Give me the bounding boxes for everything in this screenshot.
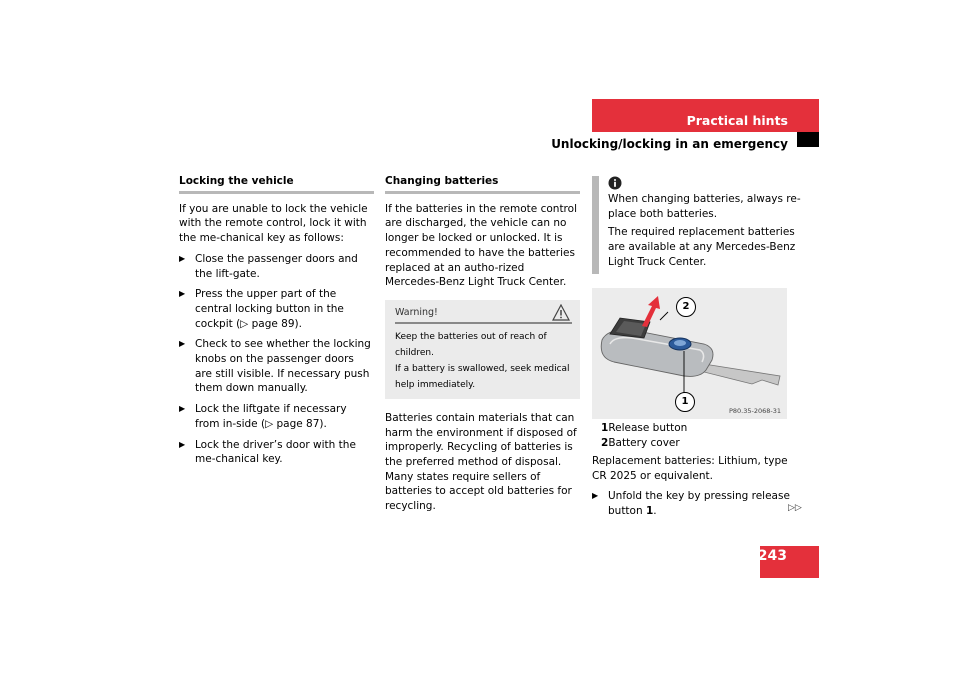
warning-triangle-icon bbox=[552, 304, 570, 321]
section-heading-batteries: Changing batteries bbox=[385, 174, 580, 194]
bullet-arrow-icon: ▶ bbox=[592, 491, 599, 501]
figure-code: P80.35-2068-31 bbox=[728, 407, 781, 415]
warning-line: If a battery is swallowed, seek medical help immediately. bbox=[395, 363, 570, 390]
callout-2: 2 bbox=[676, 297, 696, 317]
column-locking bbox=[179, 174, 374, 467]
bullet-arrow-icon: ▶ bbox=[179, 339, 186, 349]
header-subsection-title: Unlocking/locking in an emergency bbox=[551, 137, 788, 151]
figure-caption bbox=[601, 421, 687, 450]
intro-paragraph: If you are unable to lock the vehicle with the remote control, lock it with the me-chanical key as follows: bbox=[179, 202, 368, 245]
bullet-arrow-icon: ▶ bbox=[179, 253, 186, 263]
continue-marker: ▷▷ bbox=[788, 503, 802, 513]
warning-title: Warning! bbox=[395, 304, 572, 324]
callout-1: 1 bbox=[675, 392, 695, 412]
key-battery-illustration bbox=[592, 288, 787, 419]
warning-box bbox=[385, 300, 580, 399]
info-icon bbox=[608, 176, 622, 190]
note-line: The required replacement batteries are available at any Mercedes-Benz Light Truck Center. bbox=[608, 226, 796, 268]
note-line: When changing batteries, always re-place both batteries. bbox=[608, 193, 801, 220]
page-number: 243 bbox=[757, 548, 787, 564]
header-black-tab bbox=[797, 132, 819, 147]
section-heading-locking: Locking the vehicle bbox=[179, 174, 374, 194]
bullet-arrow-icon: ▶ bbox=[179, 289, 186, 299]
column-changing-batteries bbox=[385, 174, 580, 514]
header-section-title: Practical hints bbox=[686, 113, 788, 128]
intro-paragraph: If the batteries in the remote control are discharged, the vehicle can no longer be locked or unlocked. It is recommended to have the batteries replaced at an autho-rized Mercedes-Benz Light Truck Center. bbox=[385, 202, 577, 289]
bullet-item: ▶ Lock the liftgate if necessary from in-side (▷ page 87). bbox=[179, 403, 347, 430]
caption-row: 2Battery cover bbox=[601, 436, 680, 449]
bullet-item: ▶ Check to see whether the locking knobs on the passenger doors are still visible. If necessary push them down manually. bbox=[179, 338, 371, 395]
info-note bbox=[592, 176, 808, 274]
replacement-paragraph: Replacement batteries: Lithium, type CR 2025 or equivalent. bbox=[592, 455, 788, 482]
bullet-item: ▶ Close the passenger doors and the lift-gate. bbox=[179, 252, 358, 280]
bullet-arrow-icon: ▶ bbox=[179, 439, 186, 449]
warning-line: Keep the batteries out of reach of children. bbox=[395, 331, 547, 358]
column-replacement bbox=[592, 454, 792, 519]
bullet-arrow-icon: ▶ bbox=[179, 404, 186, 414]
caption-row: 1Release button bbox=[601, 422, 688, 434]
body-paragraph: Batteries contain materials that can harm the environment if disposed of improperly. Recycling of batteries is the preferred method of disposal. Many states require sellers of batteries to accept old batteries for recycling. bbox=[385, 411, 577, 513]
bullet-item: ▶ Lock the driver’s door with the me-chanical key. bbox=[179, 438, 356, 466]
bullet-item: ▶ Unfold the key by pressing release button 1. bbox=[592, 490, 790, 518]
bullet-item: ▶ Press the upper part of the central locking button in the cockpit (▷ page 89). bbox=[179, 288, 344, 330]
